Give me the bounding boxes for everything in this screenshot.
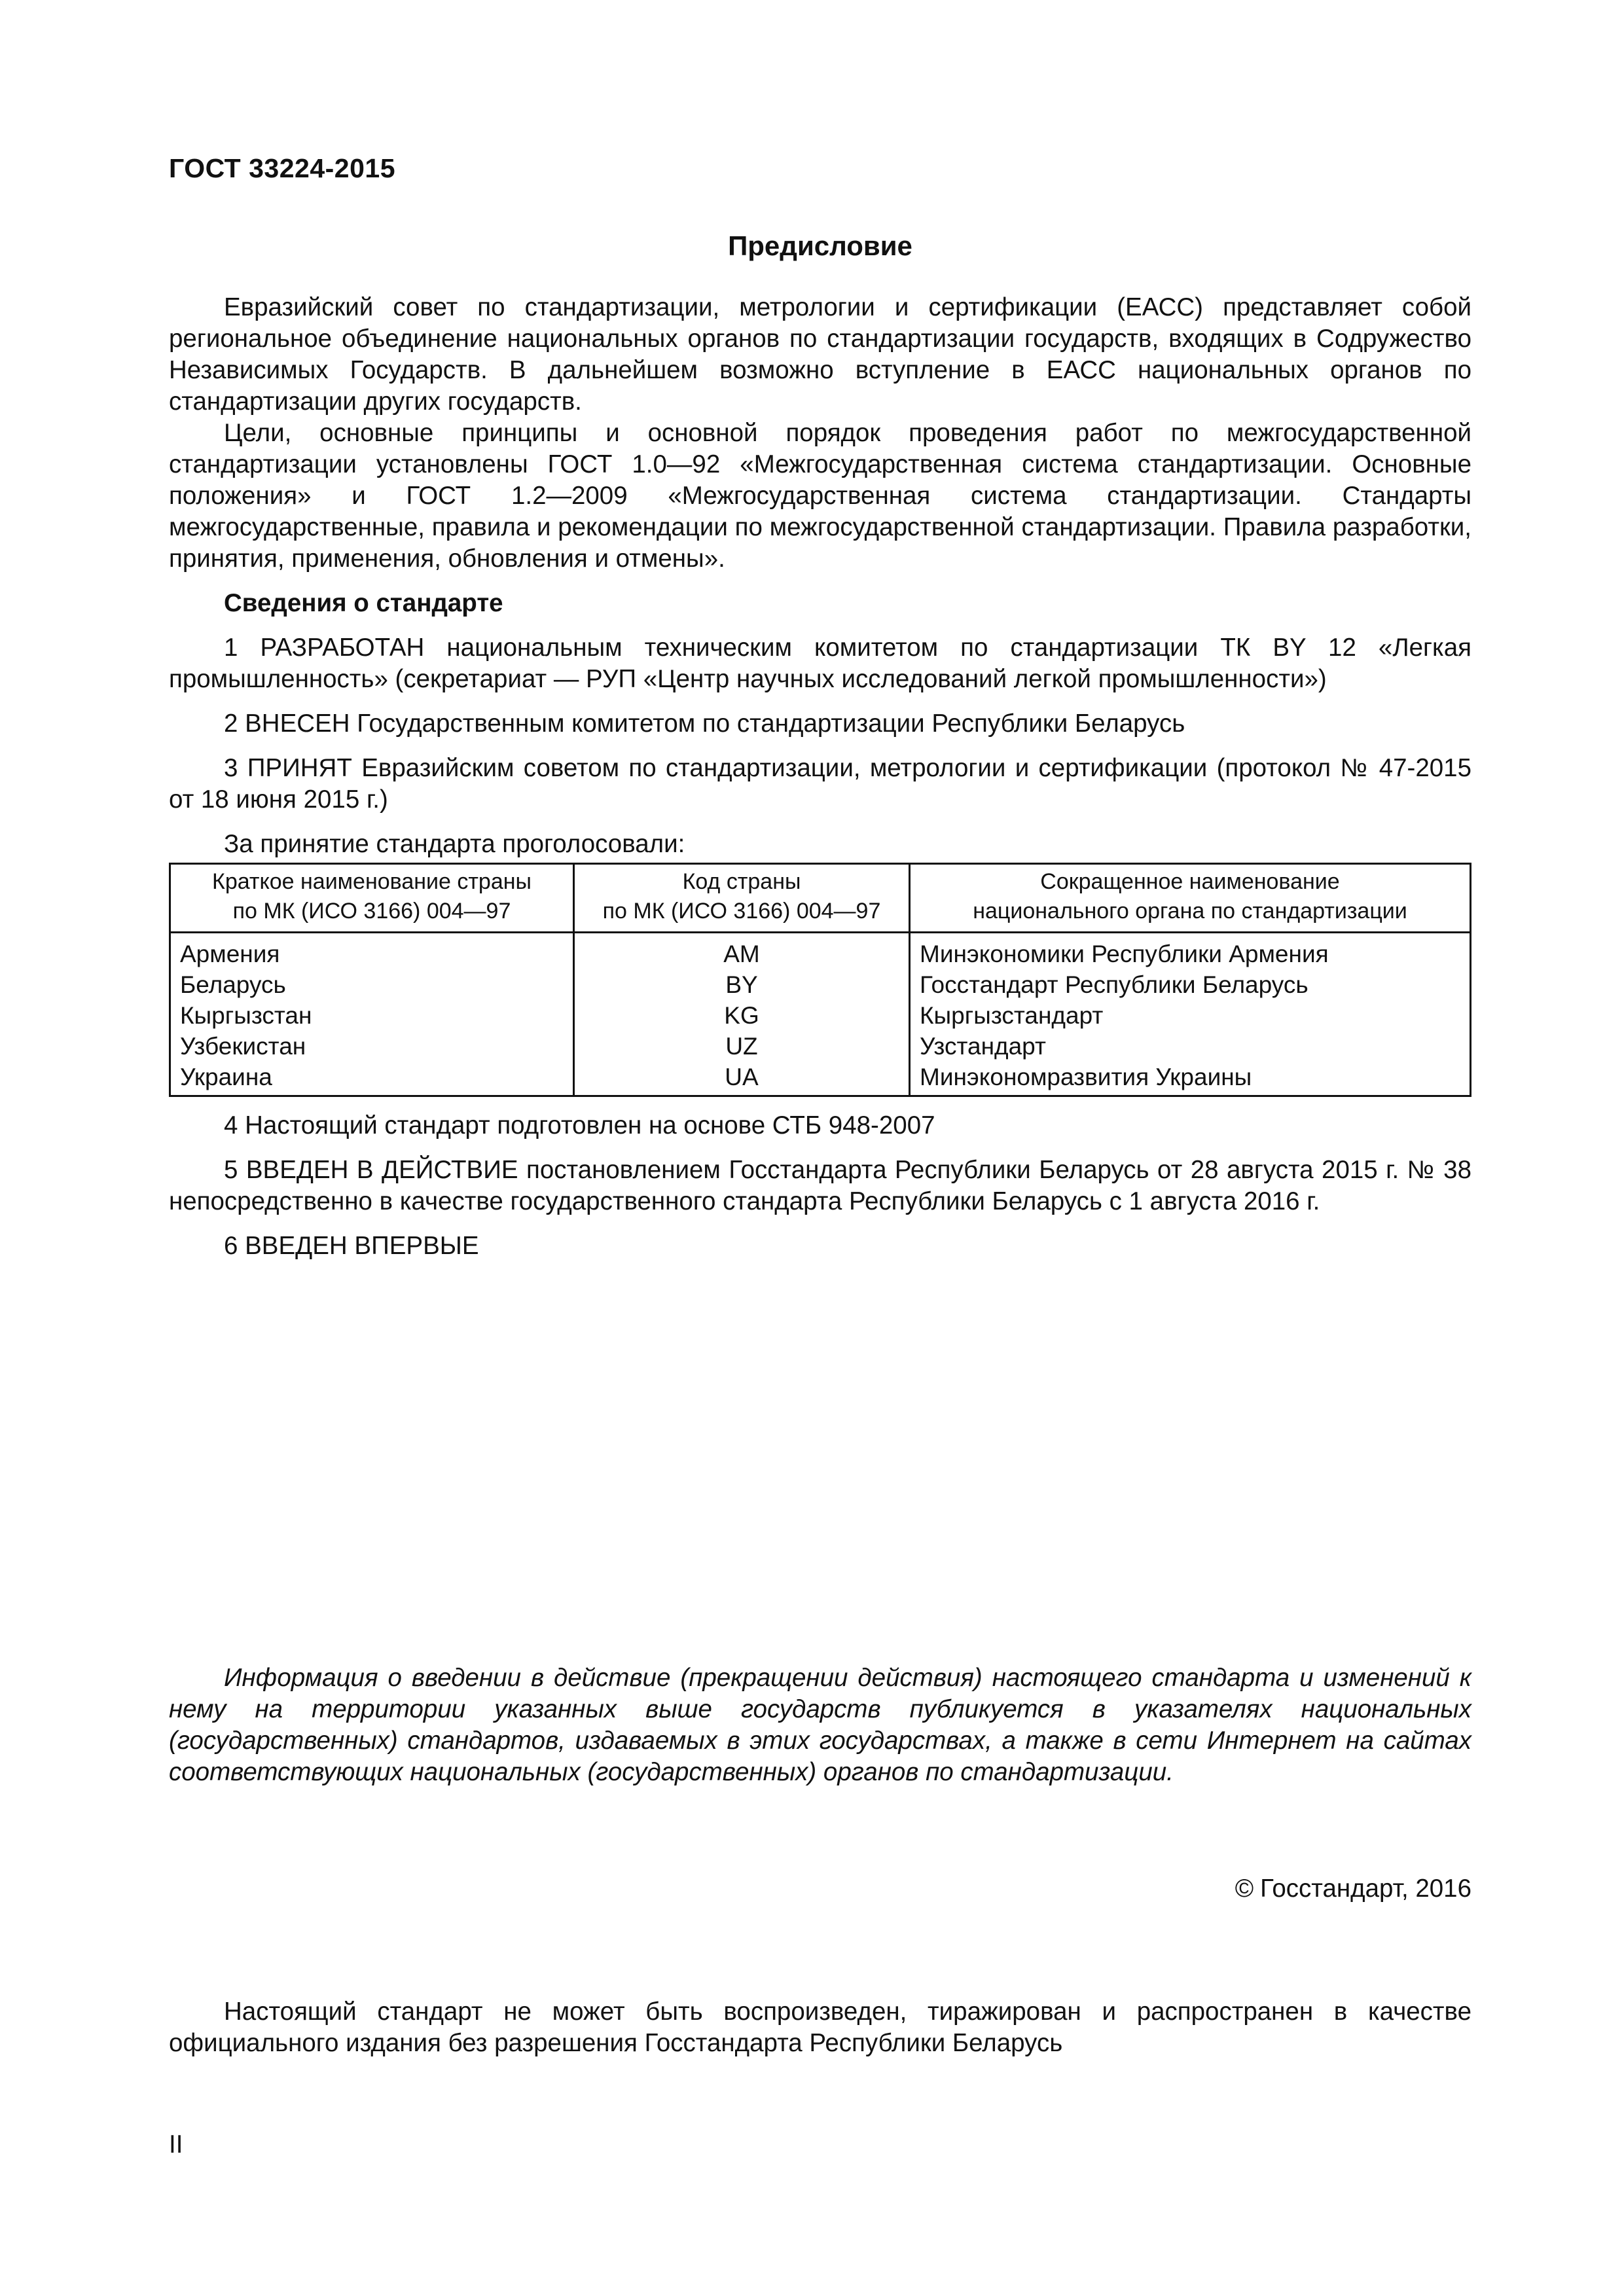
copyright-text: Госстандарт, 2016 <box>1260 1874 1471 1903</box>
item-submitted: 2 ВНЕСЕН Государственным комитетом по стандартизации Республики Беларусь <box>224 709 1185 738</box>
cell-code: UZ <box>574 1031 910 1062</box>
page-number: II <box>169 2130 183 2159</box>
cell-code: UA <box>574 1062 910 1096</box>
cell-body: Узстандарт <box>910 1031 1471 1062</box>
header-country: Краткое наименование страны по МК (ИСО 3166) 004—97 <box>170 864 574 933</box>
cell-code: BY <box>574 969 910 1000</box>
cell-country: Армения <box>170 933 574 970</box>
cell-body: Минэкономики Республики Армения <box>910 933 1471 970</box>
cell-code: KG <box>574 1000 910 1031</box>
copyright-icon: © <box>1235 1874 1254 1903</box>
info-note: Информация о введении в действие (прекращении действия) настоящего стандарта и изменений к нему на территории указанных выше государств публикуется в указателях национальных (государственных) стандартов, издаваемых в этих государствах, а также в сети Интернет на сайтах соответствующих национальных (государственных) органов по стандартизации. <box>169 1664 1471 1786</box>
page-title: Предисловие <box>728 230 912 261</box>
table-row <box>170 933 1471 970</box>
cell-body: Кыргызстандарт <box>910 1000 1471 1031</box>
preface-body <box>169 292 1471 1262</box>
cell-country: Беларусь <box>170 969 574 1000</box>
item-adopted: 3 ПРИНЯТ Евразийским советом по стандартизации, метрологии и сертификации (протокол № 47-2015 от 18 июня 2015 г.) <box>169 754 1471 814</box>
table-row <box>170 1031 1471 1062</box>
cell-country: Узбекистан <box>170 1031 574 1062</box>
table-header-row <box>170 864 1471 933</box>
table-row <box>170 969 1471 1000</box>
section-subheading: Сведения о стандарте <box>224 589 503 617</box>
paragraph-eass: Евразийский совет по стандартизации, метрологии и сертификации (ЕАСС) представляет собой региональное объединение национальных органов по стандартизации государств, входящих в Содружество Независимых Государств. В дальнейшем возможно вступление в ЕАСС национальных органов по стандартизации других государств. <box>169 293 1471 416</box>
table-row <box>170 1062 1471 1096</box>
document-code: ГОСТ 33224-2015 <box>169 153 395 183</box>
item-enacted: 5 ВВЕДЕН В ДЕЙСТВИЕ постановлением Госстандарта Республики Беларусь от 28 августа 2015 г. № 38 непосредственно в качестве государственного стандарта Республики Беларусь с 1 августа 2016 г. <box>169 1156 1471 1215</box>
voting-table <box>169 863 1471 1097</box>
cell-body: Госстандарт Республики Беларусь <box>910 969 1471 1000</box>
reproduction-notice: Настоящий стандарт не может быть воспроизведен, тиражирован и распространен в качестве официального издания без разрешения Госстандарта Республики Беларусь <box>169 1998 1471 2057</box>
paragraph-principles: Цели, основные принципы и основной порядок проведения работ по межгосударственной стандартизации установлены ГОСТ 1.0—92 «Межгосударственная система стандартизации. Основные положения» и ГОСТ 1.2—2009 «Межгосударственная система стандартизации. Стандарты межгосударственные, правила и рекомендации по межгосударственной стандартизации. Правила разработки, принятия, применения, обновления и отмены». <box>169 419 1471 573</box>
item-basis: 4 Настоящий стандарт подготовлен на основе СТБ 948-2007 <box>224 1111 935 1139</box>
table-row <box>170 1000 1471 1031</box>
header-body: Сокращенное наименование национального органа по стандартизации <box>910 864 1471 933</box>
cell-body: Минэкономразвития Украины <box>910 1062 1471 1096</box>
copyright-line <box>1235 1874 1471 1903</box>
vote-intro: За принятие стандарта проголосовали: <box>224 830 685 858</box>
item-first-introduced: 6 ВВЕДЕН ВПЕРВЫЕ <box>224 1232 479 1260</box>
cell-code: AM <box>574 933 910 970</box>
cell-country: Кыргызстан <box>170 1000 574 1031</box>
item-developed: 1 РАЗРАБОТАН национальным техническим комитетом по стандартизации ТК BY 12 «Легкая промышленность» (секретариат — РУП «Центр научных исследований легкой промышленности») <box>169 634 1471 693</box>
header-code: Код страны по МК (ИСО 3166) 004—97 <box>574 864 910 933</box>
cell-country: Украина <box>170 1062 574 1096</box>
